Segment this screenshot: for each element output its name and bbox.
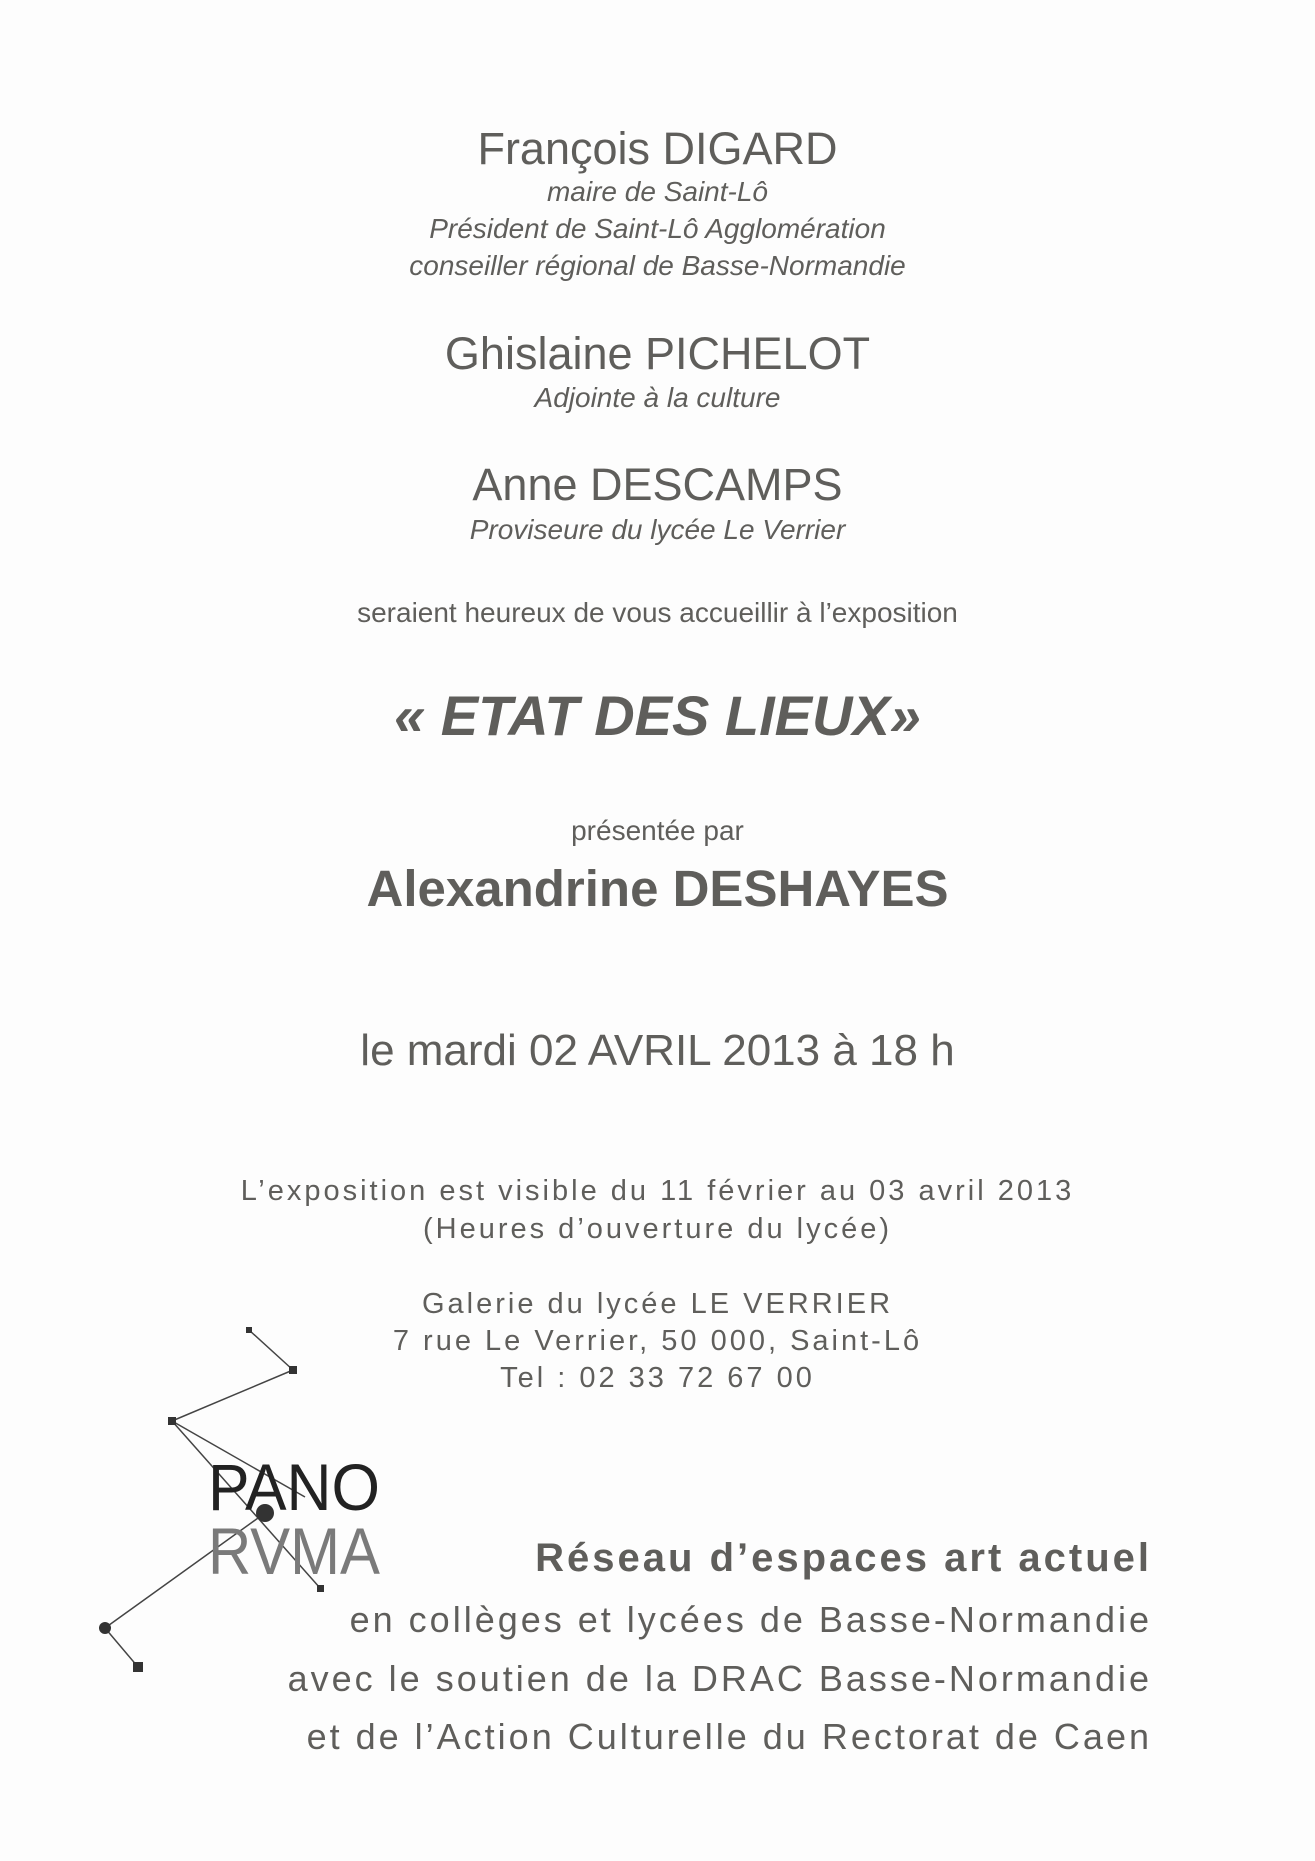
network-title: Réseau d’espaces art actuel bbox=[535, 1536, 1152, 1580]
exhibition-title: « ETAT DES LIEUX» bbox=[394, 684, 921, 747]
opening-date: le mardi 02 AVRIL 2013 à 18 h bbox=[360, 1026, 955, 1075]
host-name-3: Anne DESCAMPS bbox=[472, 459, 843, 510]
opening-hours-note: (Heures d’ouverture du lycée) bbox=[422, 1213, 892, 1245]
host-role-1-1: maire de Saint-Lô bbox=[546, 176, 768, 207]
host-name-2: Ghislaine PICHELOT bbox=[444, 328, 871, 379]
host-role-1-2: Président de Saint-Lô Agglomération bbox=[429, 213, 886, 244]
visibility-dates: L’exposition est visible du 11 février au 03 avril 2013 bbox=[240, 1175, 1075, 1207]
presented-by: présentée par bbox=[571, 815, 744, 846]
invitation-text: seraient heureux de vous accueillir à l’exposition bbox=[357, 597, 958, 628]
host-role-1-3: conseiller régional de Basse-Normandie bbox=[409, 250, 906, 281]
network-line-1: en collèges et lycées de Basse-Normandie bbox=[349, 1599, 1152, 1640]
venue-name: Galerie du lycée LE VERRIER bbox=[421, 1288, 894, 1320]
network-line-3: et de l’Action Culturelle du Rectorat de Caen bbox=[306, 1716, 1152, 1757]
venue-phone: Tel : 02 33 72 67 00 bbox=[500, 1362, 815, 1394]
artist-name: Alexandrine DESHAYES bbox=[366, 860, 949, 917]
host-name-1: François DIGARD bbox=[477, 123, 838, 174]
host-role-3-1: Proviseure du lycée Le Verrier bbox=[469, 514, 846, 545]
venue-address: 7 rue Le Verrier, 50 000, Saint-Lô bbox=[392, 1325, 923, 1357]
host-role-2-1: Adjointe à la culture bbox=[534, 382, 781, 413]
network-line-2: avec le soutien de la DRAC Basse-Normandie bbox=[287, 1658, 1152, 1699]
logo-text-line2: RVMA bbox=[208, 1514, 380, 1588]
logo-text-line1: PANO bbox=[208, 1450, 380, 1524]
